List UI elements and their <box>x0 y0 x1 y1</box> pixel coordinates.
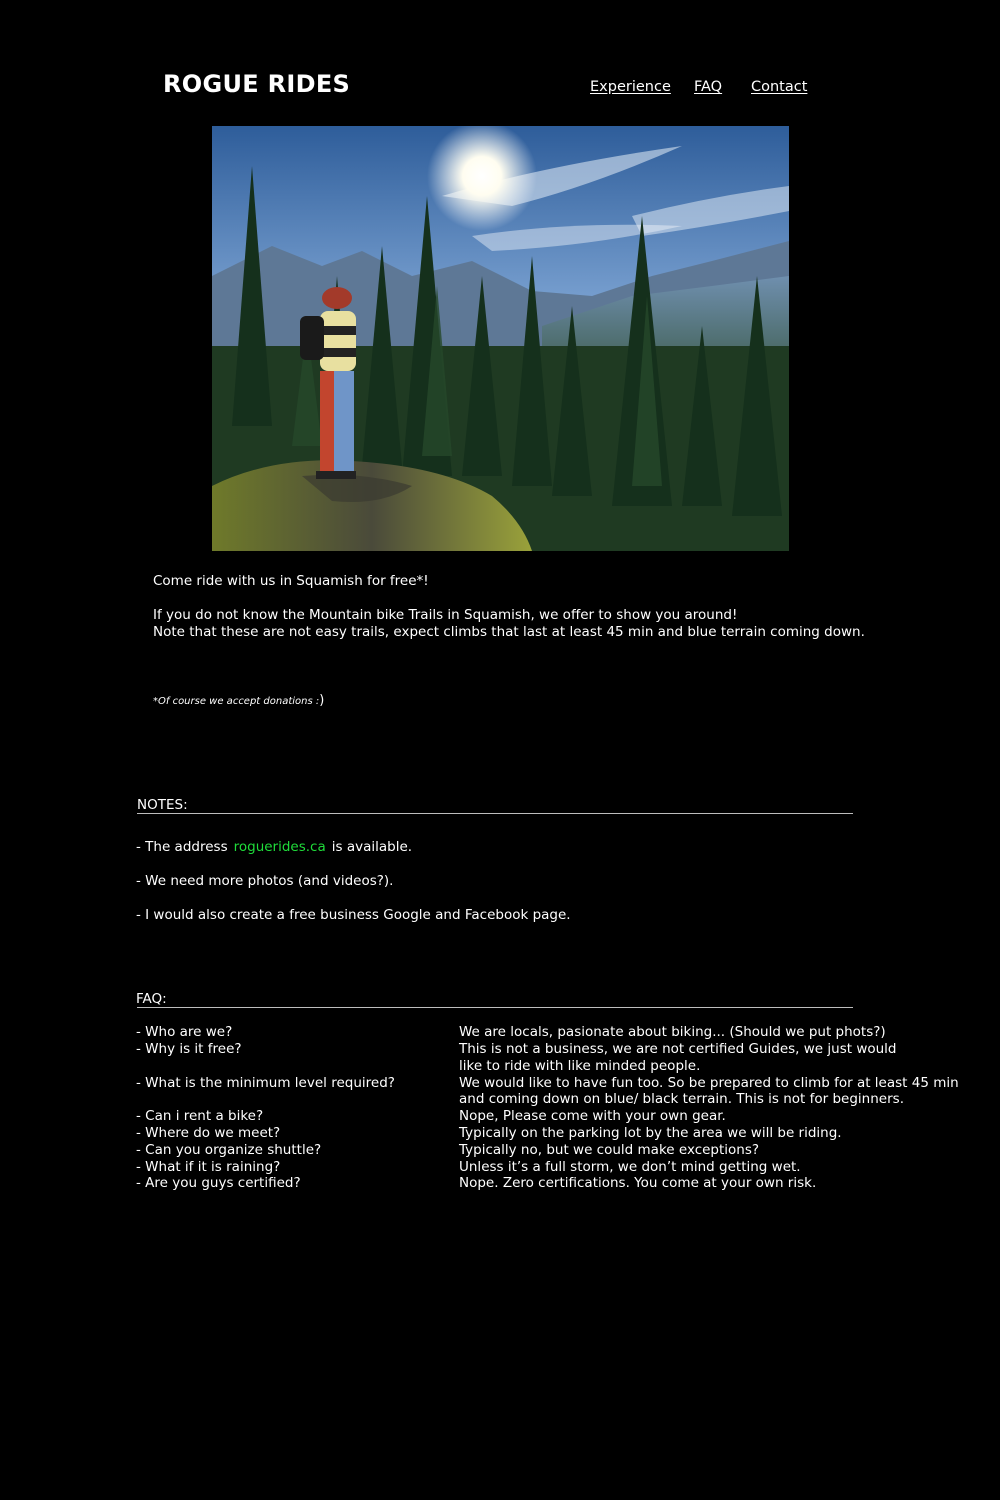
faq-answer-continued: like to ride with like minded people. <box>459 1058 701 1074</box>
faq-question: - Are you guys certified? <box>136 1175 301 1191</box>
nav-link-contact[interactable]: Contact <box>751 79 808 95</box>
site-logo[interactable]: ROGUE RIDES <box>163 70 351 98</box>
faq-answer: Unless it’s a full storm, we don’t mind getting wet. <box>459 1159 801 1175</box>
note-item-photos: - We need more photos (and videos?). <box>136 873 394 889</box>
nav-link-faq[interactable]: FAQ <box>694 79 723 95</box>
nav-link-experience[interactable]: Experience <box>590 79 671 95</box>
donation-footnote <box>153 693 324 708</box>
intro-line-2: Note that these are not easy trails, expect climbs that last at least 45 min and blue terrain coming down. <box>153 624 865 640</box>
note-suffix: is available. <box>331 839 413 855</box>
faq-question: - Can i rent a bike? <box>136 1108 264 1124</box>
faq-question: - Can you organize shuttle? <box>136 1142 322 1158</box>
faq-question: - Where do we meet? <box>136 1125 281 1141</box>
faq-answer: Nope. Zero certifications. You come at your own risk. <box>459 1175 817 1191</box>
intro-headline: Come ride with us in Squamish for free*! <box>153 573 429 589</box>
faq-answer: We would like to have fun too. So be prepared to climb for at least 45 min <box>459 1075 959 1091</box>
faq-question: - Why is it free? <box>136 1041 242 1057</box>
faq-question: - What if it is raining? <box>136 1159 281 1175</box>
hero-photo <box>212 126 789 551</box>
faq-title: FAQ: <box>136 991 167 1007</box>
donation-smile: ) <box>319 693 325 708</box>
faq-answer: This is not a business, we are not certified Guides, we just would <box>459 1041 897 1057</box>
notes-title: NOTES: <box>137 797 188 813</box>
notes-divider <box>137 813 853 814</box>
intro-line-1: If you do not know the Mountain bike Trails in Squamish, we offer to show you around! <box>153 607 738 623</box>
faq-answer: We are locals, pasionate about biking... (Should we put phots?) <box>459 1024 886 1040</box>
faq-answer: Typically on the parking lot by the area we will be riding. <box>459 1125 842 1141</box>
faq-answer-continued: and coming down on blue/ black terrain. This is not for beginners. <box>459 1091 904 1107</box>
faq-answer: Typically no, but we could make exceptions? <box>459 1142 760 1158</box>
domain-link[interactable]: roguerides.ca <box>233 839 326 855</box>
faq-answer: Nope, Please come with your own gear. <box>459 1108 726 1124</box>
note-item-business-pages: - I would also create a free business Google and Facebook page. <box>136 907 571 923</box>
note-item-address <box>136 839 412 855</box>
faq-divider <box>137 1007 853 1008</box>
donation-footnote-text: *Of course we accept donations : <box>153 696 320 707</box>
faq-question: - What is the minimum level required? <box>136 1075 395 1091</box>
faq-question: - Who are we? <box>136 1024 233 1040</box>
note-prefix: - The address <box>136 839 228 855</box>
